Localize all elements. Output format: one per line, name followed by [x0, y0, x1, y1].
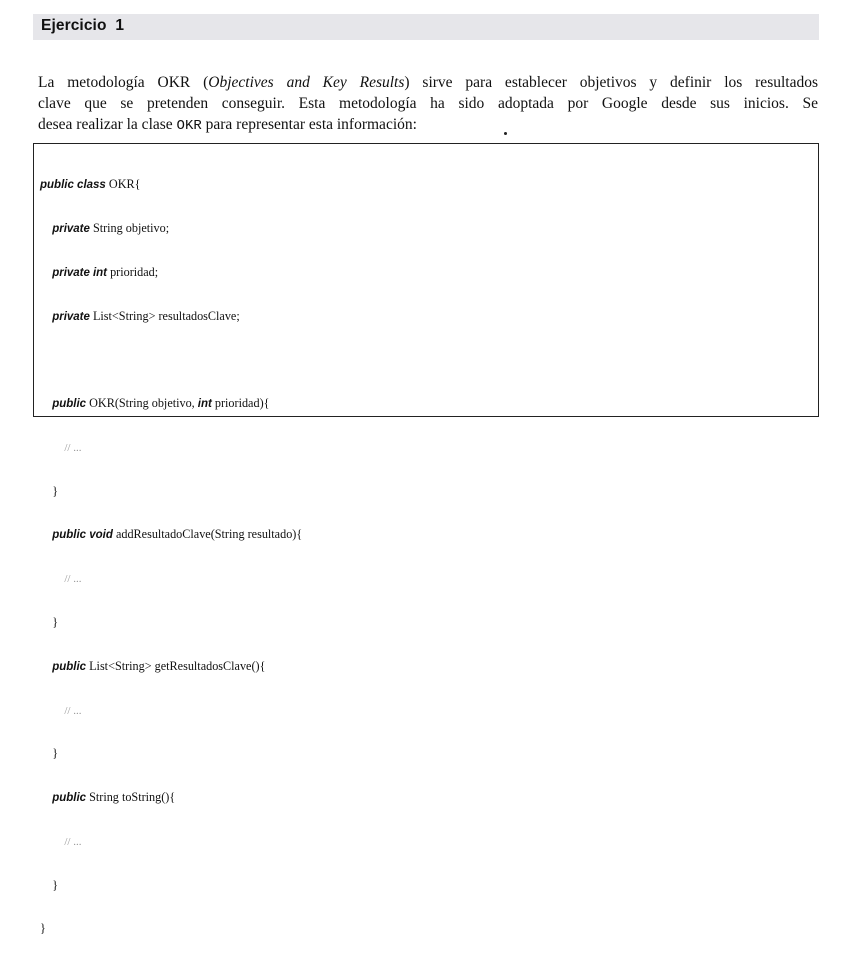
code-line-comment: // ... — [64, 573, 82, 586]
code-line-field-resultados: private List<String> resultadosClave; — [52, 308, 240, 323]
exercise-header — [33, 14, 819, 40]
code-line-comment: // ... — [64, 835, 82, 848]
code-line-close-brace: } — [52, 483, 59, 498]
code-line-class-close: } — [40, 921, 46, 936]
code-line-comment: // ... — [64, 704, 82, 717]
code-line-get-resultados: public List<String> getResultadosClave(){ — [52, 658, 266, 673]
okr-acronym-expansion: Objectives and Key Results — [208, 74, 405, 91]
exercise-title: Ejercicio 1 — [41, 17, 125, 34]
intro-line-1: La metodología OKR (Objectives and Key Results) sirve para establecer objetivos y definir los resultados — [38, 74, 818, 91]
code-line-constructor: public OKR(String objetivo, int prioridad){ — [52, 396, 270, 411]
class-name-code: OKR — [176, 118, 202, 134]
code-line-field-prioridad: private int prioridad; — [52, 264, 159, 279]
code-line-close-brace: } — [52, 877, 59, 892]
intro-line-3: desea realizar la clase OKR para representar esta información: — [38, 116, 417, 134]
code-blank-line — [40, 352, 302, 367]
code-line-comment: // ... — [64, 441, 82, 454]
code-line-field-objetivo: private String objetivo; — [52, 220, 170, 235]
code-line-to-string: public String toString(){ — [52, 790, 176, 805]
intro-paragraph — [38, 72, 818, 137]
stray-dot — [504, 132, 507, 135]
code-line-add-resultado: public void addResultadoClave(String resultado){ — [52, 527, 303, 542]
intro-line-2: clave que se pretenden conseguir. Esta metodología ha sido adoptada por Google desde sus inicios. Se — [38, 95, 818, 112]
code-listing-box — [33, 143, 819, 936]
code-listing — [40, 148, 302, 965]
code-line-close-brace: } — [52, 615, 59, 629]
code-line-class-decl: public class OKR{ — [40, 177, 141, 192]
code-line-close-brace: } — [52, 746, 59, 761]
